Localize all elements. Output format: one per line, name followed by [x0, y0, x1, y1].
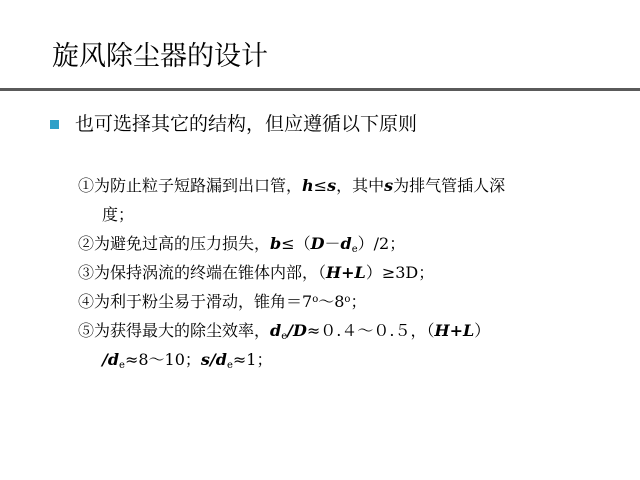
slash: /	[287, 321, 293, 340]
var-H-plus-L: H+L	[434, 321, 475, 340]
subscript-e: e	[351, 244, 358, 255]
var-d: d	[340, 234, 352, 253]
operator-minus: －	[324, 234, 341, 253]
slide-title: 旋风除尘器的设计	[52, 41, 268, 72]
subscript-e: e	[119, 360, 125, 371]
principle-5-cont-text-b: ≈1；	[232, 350, 273, 369]
bullet-row	[50, 111, 417, 137]
slash: /	[209, 350, 216, 369]
principle-5-continuation	[78, 348, 628, 377]
principle-4-mid: ～8	[318, 292, 345, 311]
principle-2	[78, 232, 628, 261]
var-D: D	[310, 234, 325, 253]
principle-2-number: ②	[78, 234, 95, 253]
var-d: d	[107, 350, 120, 369]
principle-5-text-b: ≈０.４～０.５，（	[306, 321, 435, 340]
principle-2-text-end: ）/2；	[357, 234, 406, 253]
principles-list	[78, 174, 628, 377]
var-s: s	[327, 176, 337, 195]
principle-1-number: ①	[78, 176, 95, 195]
principle-3-number: ③	[78, 263, 95, 282]
var-d: d	[215, 350, 227, 369]
var-d: d	[270, 321, 282, 340]
var-H-plus-L: H+L	[326, 263, 366, 282]
principle-3-text-a: 为保持涡流的终端在锥体内部，（	[94, 263, 327, 282]
bullet-text: 也可选择其它的结构，但应遵循以下原则	[75, 113, 418, 135]
principle-5-cont-text-a: ≈8～10；	[124, 350, 201, 369]
principle-3	[78, 261, 628, 290]
principle-1-continuation: 度；	[102, 205, 135, 224]
principle-5-text-a: 为获得最大的除尘效率，	[94, 321, 271, 340]
principle-4-end: ；	[350, 292, 367, 311]
principle-3-text-end: ）≥3D；	[365, 263, 435, 282]
title-divider	[0, 88, 640, 91]
var-s: s	[200, 350, 210, 369]
var-D: D	[292, 321, 307, 340]
principle-2-text-a: 为避免过高的压力损失，	[94, 234, 271, 253]
principle-4	[78, 290, 628, 319]
operator-le: ≤	[313, 176, 328, 195]
principle-4-text-a: 为利于粉尘易于滑动，锥角＝7	[94, 292, 313, 311]
principle-1-text-b: ，其中	[336, 176, 385, 195]
slash: /	[102, 350, 108, 369]
principle-1-text-a: 为防止粒子短路漏到出口管，	[94, 176, 303, 195]
principle-5-number: ⑤	[78, 321, 95, 340]
principle-5	[78, 319, 628, 348]
degree-superscript: o	[344, 294, 351, 305]
principle-4-number: ④	[78, 292, 95, 311]
operator-le: ≤（	[281, 234, 311, 253]
subscript-e: e	[226, 360, 233, 371]
var-h: h	[302, 176, 314, 195]
bullet-square-icon	[50, 120, 59, 129]
var-b: b	[270, 234, 282, 253]
var-s: s	[384, 176, 394, 195]
degree-superscript: o	[312, 294, 319, 305]
principle-1-text-c: 为排气管插人深	[393, 176, 506, 195]
subscript-e: e	[281, 331, 288, 342]
principle-5-text-c: ）	[474, 321, 491, 340]
principle-1	[78, 174, 628, 203]
